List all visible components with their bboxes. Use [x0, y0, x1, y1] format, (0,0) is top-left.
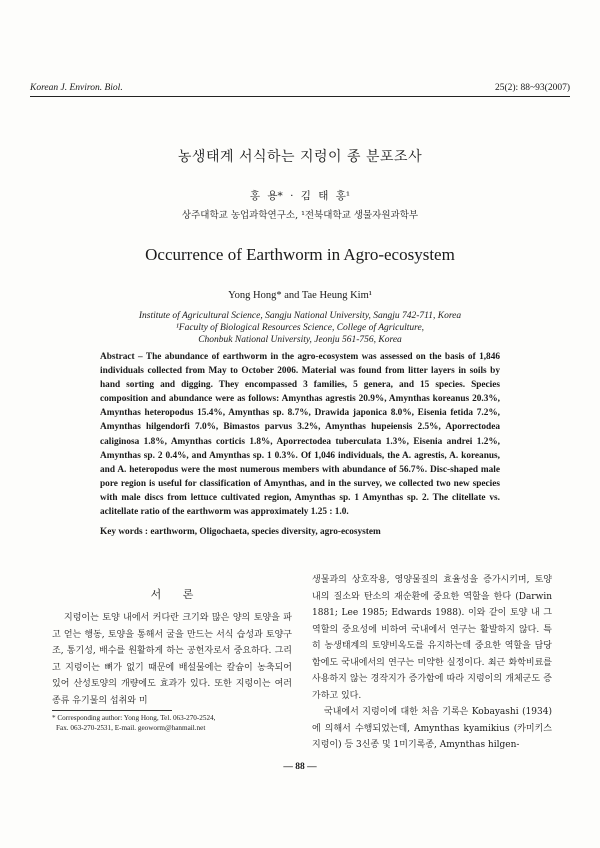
intro-paragraph-right-2: 국내에서 지렁이에 대한 처음 기록은 Kobayashi (1934)에 의해서 수행되었는데, Amynthas kyamikius (카미키스지렁이) 등 3신종 및 1미기록종, Amynthas hilgen-: [312, 707, 552, 750]
korean-affiliation: 상주대학교 농업과학연구소, ¹전북대학교 생물자원과학부: [181, 210, 419, 221]
corresponding-author-footnote: [52, 713, 292, 733]
citation-info: 25(2): 88~93(2007): [494, 83, 570, 93]
intro-right-column: [312, 572, 552, 754]
korean-title: 농생태계 서식하는 지렁이 종 분포조사: [177, 149, 423, 165]
intro-paragraph-right-1: 생물과의 상호작용, 영양물질의 효율성을 증가시키며, 토양 내의 질소와 탄소의 재순환에 중요한 역할을 한다 (Darwin 1881; Lee 1985; Edwards 1988). 이와 같이 토양 내 그 역할의 중요성에 비하여 국내에서 연구는 활발하지 않다. 특히 농생태계의 토양비옥도를 유지하는데 중요한 역할을 담당함에도 국내에서의 연구는 미약한 실정이다. 최근 화학비료를 사용하지 않는 경작지가 증가함에 따라 지렁이의 개체군도 증가하고 있다.: [312, 575, 552, 701]
section-heading-introduction: 서 론: [150, 588, 194, 601]
keywords: [100, 527, 500, 537]
journal-name: Korean J. Environ. Biol.: [30, 83, 123, 93]
footnote-line-2: Fax. 063-270-2531, E-mail. geoworm@hanmail.net: [56, 724, 206, 732]
keywords-text: : earthworm, Oligochaeta, species diversity, agro-ecosystem: [142, 527, 381, 537]
english-affiliation-1: Institute of Agricultural Science, Sangju National University, Sangju 742-711, Korea: [138, 311, 462, 321]
keywords-label: Key words: [100, 527, 143, 537]
abstract: [100, 350, 500, 519]
english-affiliation-2: ¹Faculty of Biological Resources Science, College of Agriculture,: [175, 323, 425, 333]
page-number: — 88 —: [283, 762, 317, 772]
footnote-line-1: * Corresponding author: Yong Hong, Tel. 063-270-2524,: [52, 714, 216, 722]
intro-left-column: [52, 610, 292, 709]
intro-paragraph-left: 지렁이는 토양 내에서 커다란 크기와 많은 양의 토양을 파고 얻는 행동, 토양을 통해서 굴을 만드는 서식 습성과 토양구조, 통기성, 배수를 원활하게 하는 공헌자로서 중요하다. 그리고 지렁이는 뼈가 없기 때문에 배설물에는 칼슘이 농축되어 있어 산성토양의 개량에도 효과가 있다. 또한 지렁이는 여러 종류 유기물의 섭취와 미: [52, 613, 292, 706]
abstract-label: Abstract: [100, 352, 135, 362]
abstract-text: – The abundance of earthworm in the agro-ecosystem was assessed on the basis of 1,846 individuals collected from May to October 2006. Material was found from litter layers in soils by hand sorting and digging. They encompassed 3 families, 5 genera, and 15 species. Species composition and abundance were as follows: Amynthas agrestis 20.9%, Amynthas koreanus 20.3%, Amynthas heteropodus 15.4%, Amynthas sp. 8.7%, Drawida japonica 8.0%, Eisenia fetida 7.2%, Amynthas hilgendorfi 7.0%, Bimastos parvus 3.2%, Amynthas hupeiensis 2.5%, Aporrectodea caliginosa 1.8%, Amynthas corticis 1.8%, Aporrectodea tuberculata 1.3%, Eisenia andrei 1.2%, Amynthas sp. 2 0.4%, and Amynthas sp. 1 0.3%. Of 1,046 individuals, the A. agrestis, A. koreanus, and A. heteropodus were the most numerous members with abundance of 56.7%. Disc-shaped male pore region is useful for classification of Amynthas, and in the survey, we collected two new species with male discs from lettuce cultivated region, Amynthas sp. 1 Amynthas sp. 2. The clitellate vs. aclitellate ratio of the earthworm was approximately 1.25 : 1.0.: [100, 352, 500, 518]
korean-authors: 홍 용* · 김 태 홍¹: [249, 190, 351, 202]
footnote-divider: [52, 710, 172, 711]
english-title: Occurrence of Earthworm in Agro-ecosystem: [145, 245, 455, 264]
english-affiliation-3: Chonbuk National University, Jeonju 561-756, Korea: [198, 335, 402, 345]
english-authors: Yong Hong* and Tae Heung Kim¹: [228, 290, 372, 301]
running-header: [30, 80, 570, 97]
